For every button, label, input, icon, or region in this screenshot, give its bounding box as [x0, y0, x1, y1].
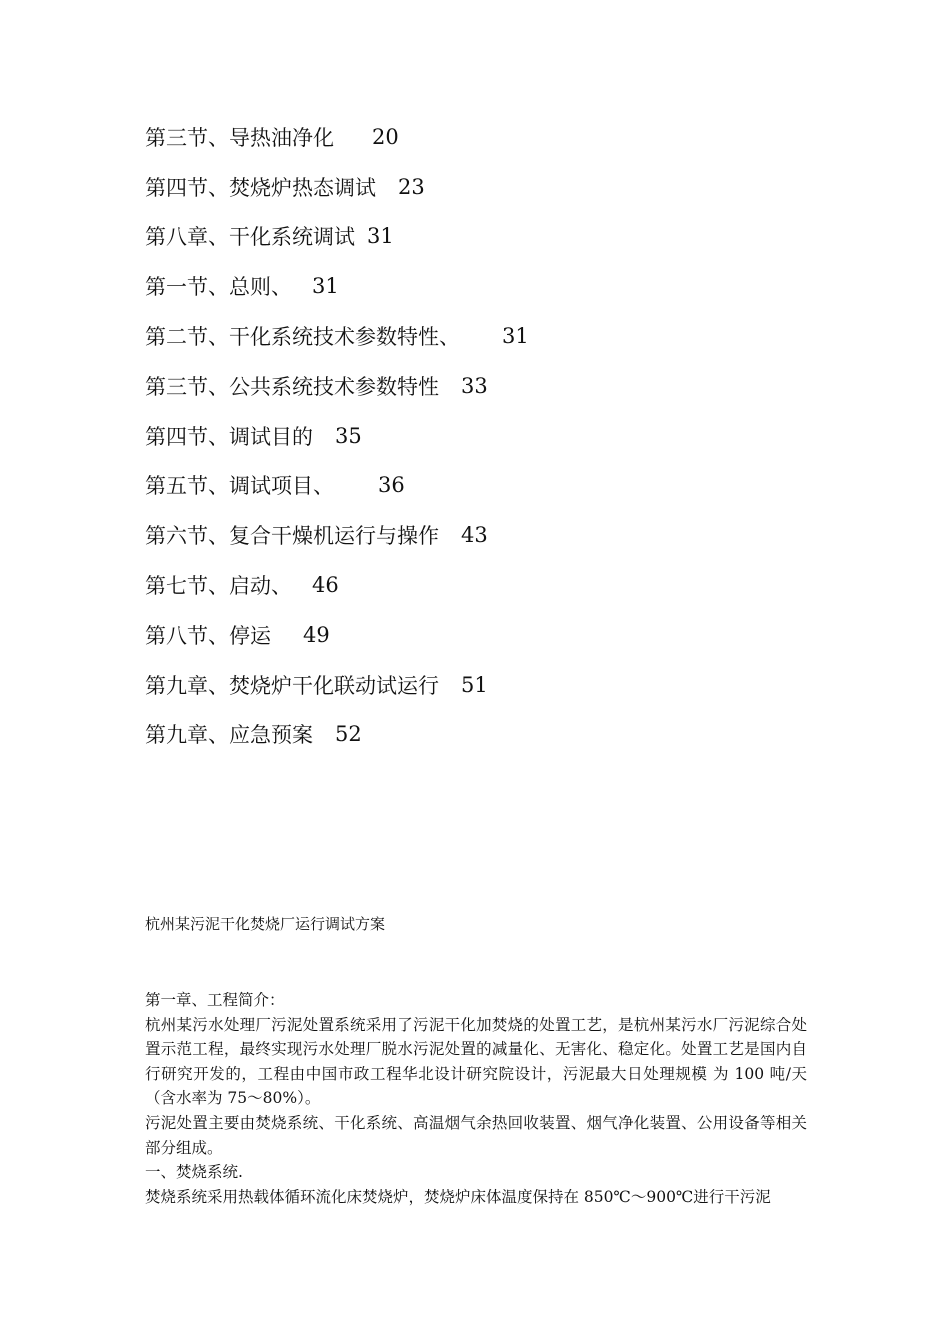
toc-entry-page: 36 [378, 473, 405, 498]
chapter-heading: 第一章、工程简介： [145, 991, 285, 1009]
toc-entry-title: 第二节、干化系统技术参数特性、 [145, 325, 460, 350]
toc-entry-title: 第五节、调试项目、 [145, 474, 334, 499]
toc-entry[interactable] [145, 112, 845, 162]
toc-entry[interactable] [145, 162, 845, 212]
toc-entry-title: 第八节、停运 [145, 623, 271, 648]
toc-entry-page: 33 [461, 373, 488, 398]
body-paragraph: 污泥处置主要由焚烧系统、干化系统、高温烟气余热回收装置、烟气净化装置、公用设备等相关部分组成。 [145, 1113, 807, 1157]
toc-entry[interactable] [145, 361, 845, 411]
toc-entry[interactable] [145, 560, 845, 610]
toc-entry[interactable] [145, 212, 845, 262]
toc-entry-page: 43 [461, 523, 488, 548]
toc-entry-page: 31 [502, 324, 529, 349]
toc-entry-page: 52 [335, 722, 362, 747]
toc-entry[interactable] [145, 461, 845, 511]
toc-entry-page: 49 [303, 622, 330, 647]
toc-entry-page: 31 [367, 224, 394, 249]
toc-entry[interactable] [145, 610, 845, 660]
toc-entry-page: 35 [335, 423, 362, 448]
toc-entry-page: 46 [312, 573, 339, 598]
toc-entry-title: 第七节、启动、 [145, 574, 292, 599]
document-body [145, 988, 807, 1209]
table-of-contents [145, 112, 845, 759]
toc-entry[interactable] [145, 411, 845, 461]
toc-entry-title: 第三节、公共系统技术参数特性 [145, 374, 439, 399]
toc-entry-page: 51 [461, 672, 488, 697]
toc-entry-page: 23 [398, 174, 425, 199]
toc-entry-page: 20 [372, 124, 399, 149]
toc-entry-title: 第四节、调试目的 [145, 424, 313, 449]
document-title: 杭州某污泥干化焚烧厂运行调试方案 [145, 915, 386, 933]
toc-entry-title: 第八章、干化系统调试 [145, 225, 355, 250]
toc-entry[interactable] [145, 510, 845, 560]
toc-entry-title: 第六节、复合干燥机运行与操作 [145, 524, 439, 549]
toc-entry-title: 第一节、总则、 [145, 275, 292, 300]
toc-entry[interactable] [145, 660, 845, 710]
toc-entry-title: 第九章、应急预案 [145, 723, 313, 748]
body-paragraph: 杭州某污水处理厂污泥处置系统采用了污泥干化加焚烧的处置工艺，是杭州某污水厂污泥综合处置示范工程，最终实现污水处理厂脱水污泥处置的减量化、无害化、稳定化。处置工艺是国内自行研究开发的，工程由中国市政工程华北设计研究院设计，污泥最大日处理规模 为 100 吨/天（含水率为 75～80%）。 [145, 1015, 807, 1108]
toc-entry[interactable] [145, 710, 845, 760]
toc-entry[interactable] [145, 261, 845, 311]
body-paragraph: 焚烧系统采用热载体循环流化床焚烧炉，焚烧炉床体温度保持在 850℃～900℃进行干污泥 [145, 1187, 771, 1206]
toc-entry[interactable] [145, 311, 845, 361]
toc-entry-title: 第三节、导热油净化 [145, 125, 334, 150]
toc-entry-title: 第九章、焚烧炉干化联动试运行 [145, 673, 439, 698]
section-heading: 一、焚烧系统. [145, 1163, 243, 1182]
toc-entry-page: 31 [312, 274, 339, 299]
toc-entry-title: 第四节、焚烧炉热态调试 [145, 175, 376, 200]
